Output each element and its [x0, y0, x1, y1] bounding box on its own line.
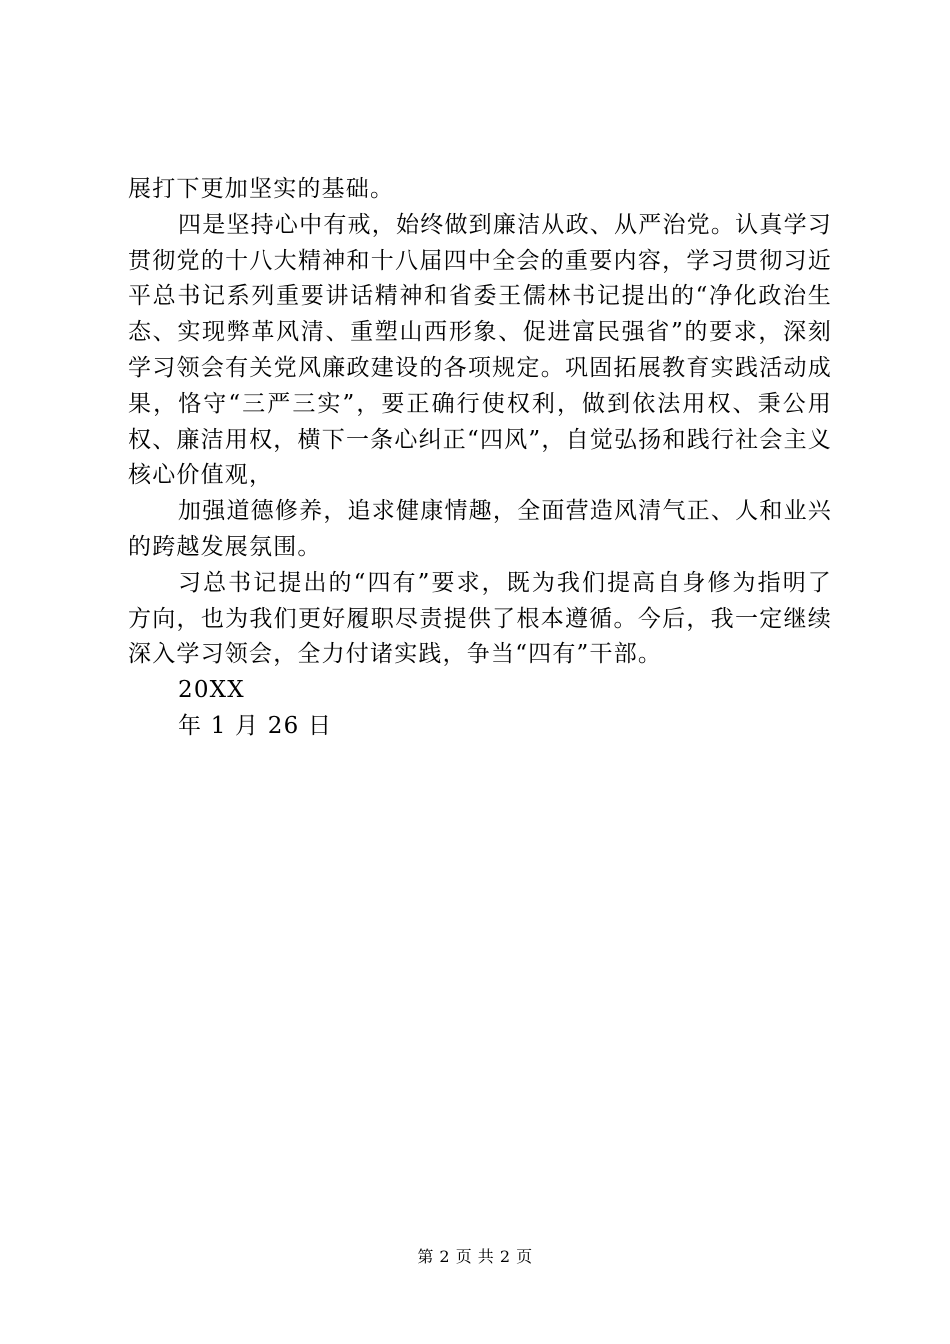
- document-body: [128, 172, 832, 745]
- paragraph-continuation: 展打下更加坚实的基础。: [128, 176, 395, 202]
- paragraph-point-four: 四是坚持心中有戒，始终做到廉洁从政、从严治党。认真学习贯彻党的十八大精神和十八届四中全会的重要内容，学习贯彻习近平总书记系列重要讲话精神和省委王儒林书记提出的“净化政治生态、实现弊革风清、重塑山西形象、促进富民强省”的要求，深刻学习领会有关党风廉政建设的各项规定。巩固拓展教育实践活动成果，恪守“三严三实”，要正确行使权利，做到依法用权、秉公用权、廉洁用权，横下一条心纠正“四风”，自觉弘扬和践行社会主义核心价值观，: [128, 211, 832, 489]
- date-year: 20XX: [178, 677, 245, 704]
- date-month-day: 年 1 月 26 日: [178, 712, 333, 739]
- paragraph-moral-cultivation: 加强道德修养，追求健康情趣，全面营造风清气正、人和业兴的跨越发展氛围。: [128, 498, 832, 560]
- paragraph-conclusion: 习总书记提出的“四有”要求，既为我们提高自身修为指明了方向，也为我们更好履职尽责提供了根本遵循。今后，我一定继续深入学习领会，全力付诸实践，争当“四有”干部。: [128, 569, 832, 668]
- page-number-footer: 第 2 页 共 2 页: [417, 1247, 533, 1266]
